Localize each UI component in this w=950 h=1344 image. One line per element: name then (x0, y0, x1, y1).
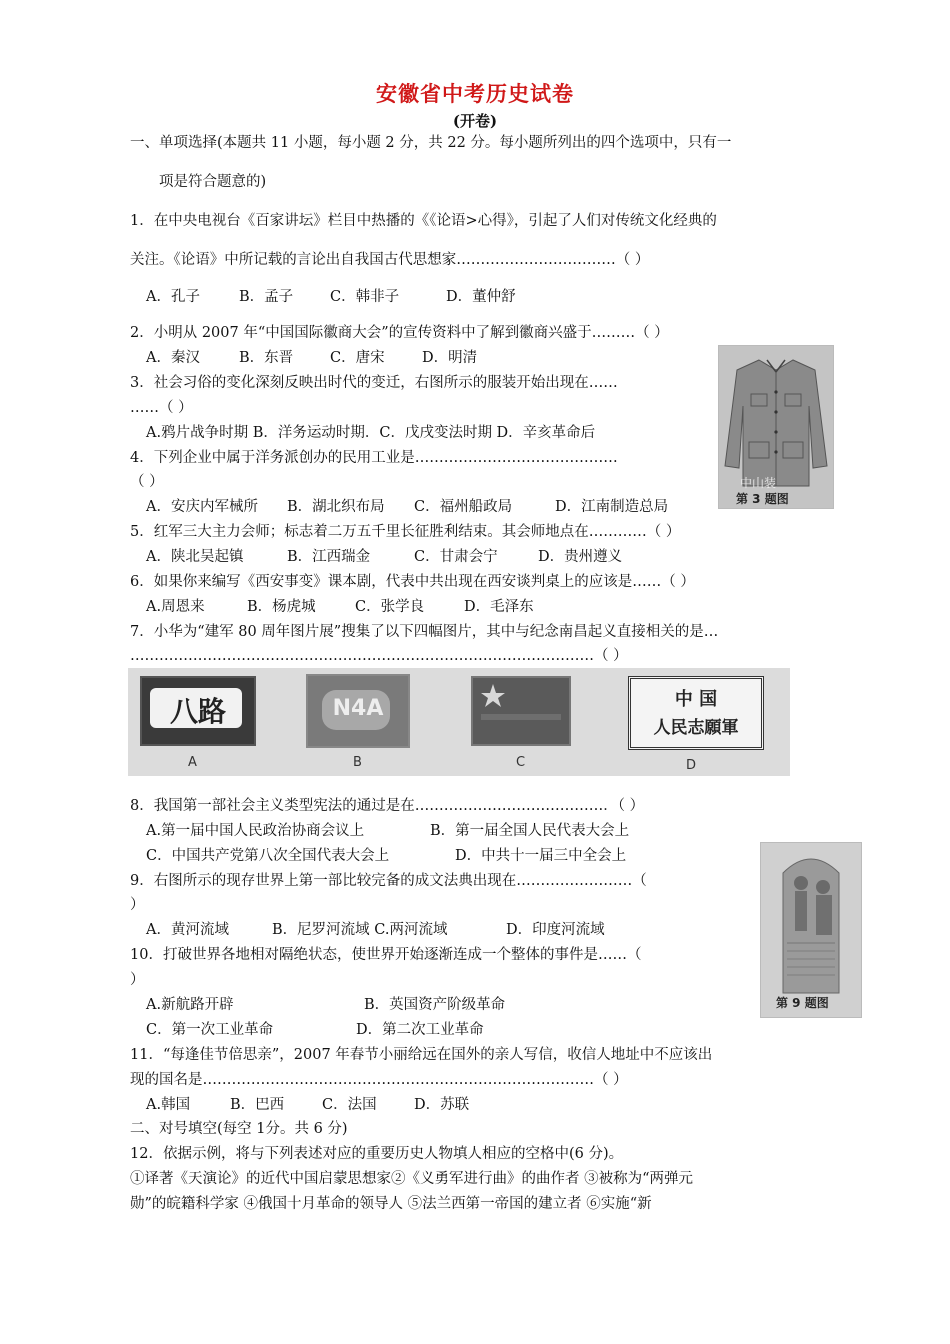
q2-option-b: B．东晋 (239, 350, 294, 366)
q10-stem-cont: ） (130, 972, 145, 988)
q8-option-a: A.第一届中国人民政治协商会议上 (146, 823, 365, 839)
q1-option-c: C．韩非子 (330, 289, 400, 305)
q9-option-b-c: B．尼罗河流域 C.两河流域 (272, 922, 448, 938)
q7-image-d-text1: 中 国 (674, 689, 718, 710)
q7-image-d (628, 676, 764, 750)
q4-option-c: C．福州船政局 (414, 499, 513, 515)
q8-stem: 8．我国第一部社会主义类型宪法的通过是在…………………………………．（ ） (130, 798, 645, 814)
stele-icon (761, 843, 861, 1017)
q2-option-a: A．秦汉 (146, 350, 200, 366)
q3-stem-cont: ……（ ） (130, 400, 193, 416)
q5-option-c: C．甘肃会宁 (414, 549, 498, 565)
q5-option-a: A．陕北吴起镇 (146, 549, 244, 565)
q4-option-a: A．安庆内军械所 (146, 499, 258, 515)
q6-option-a: A.周恩来 (146, 599, 205, 615)
q7-image-a-text: 八路 (169, 695, 226, 728)
q7-label-b: B (353, 755, 362, 770)
q1-option-b: B．孟子 (239, 289, 294, 305)
q12-line3: 勋”的皖籍科学家 ④俄国十月革命的领导人 ⑤法兰西第一帝国的建立者 ⑥实施“新 (130, 1196, 652, 1212)
q7-image-c (471, 676, 571, 746)
q7-stem-cont: ……………………………………………………………………………………（ ） (130, 648, 628, 664)
section1-heading: 一、单项选择(本题共 11 小题，每小题 2 分，共 22 分。每小题所列出的四个选项中，只有一 (130, 135, 732, 151)
page-title: 安徽省中考历史试卷 (376, 81, 574, 106)
q1-stem-cont: 关注。《论语》中所记载的言论出自我国古代思想家……………………………（ ） (130, 252, 650, 268)
q10-option-c: C．第一次工业革命 (146, 1022, 274, 1038)
q11-stem: 11．“每逢佳节倍思亲”，2007 年春节小丽给远在国外的亲人写信，收信人地址中不应该出 (130, 1047, 713, 1063)
q7-stem: 7．小华为“建军 80 周年图片展”搜集了以下四幅图片，其中与纪念南昌起义直接相关的是… (130, 624, 719, 640)
q6-stem: 6．如果你来编写《西安事变》课本剧，代表中共出现在西安谈判桌上的应该是……（ ） (130, 574, 695, 590)
q2-option-d: D．明清 (422, 350, 478, 366)
q1-option-d: D．董仲舒 (446, 289, 516, 305)
q6-option-c: C．张学良 (355, 599, 425, 615)
q10-stem: 10．打破世界各地相对隔绝状态，使世界开始逐渐连成一个整体的事件是……（ (130, 947, 642, 963)
q12-stem: 12．依据示例，将与下列表述对应的重要历史人物填人相应的空格中(6 分)。 (130, 1146, 624, 1162)
q7-label-c: C (516, 755, 526, 770)
q9-option-a: A．黄河流域 (146, 922, 229, 938)
q11-option-c: C．法国 (322, 1097, 377, 1113)
q11-option-b: B．巴西 (230, 1097, 285, 1113)
star-flag-icon (473, 678, 569, 744)
q8-option-b: B．第一届全国人民代表大会上 (430, 823, 630, 839)
q4-stem: 4．下列企业中属于洋务派创办的民用工业是…………………………………… (130, 450, 618, 466)
q5-option-b: B．江西瑞金 (287, 549, 371, 565)
q10-option-a: A.新航路开辟 (146, 997, 234, 1013)
q10-option-b: B．英国资产阶级革命 (364, 997, 506, 1013)
q7-label-d: D (686, 758, 697, 773)
figure-3-inner-label: 中山装 (740, 476, 777, 490)
q3-stem: 3．社会习俗的变化深刻反映出时代的变迁，右图所示的服装开始出现在…… (130, 375, 618, 391)
q11-stem-cont: 现的国名是………………………………………………………………………（ ） (130, 1072, 628, 1088)
q10-option-d: D．第二次工业革命 (356, 1022, 484, 1038)
q4-option-d: D．江南制造总局 (555, 499, 669, 515)
figure-9-caption: 第 9 题图 (776, 996, 829, 1010)
q11-option-d: D．苏联 (414, 1097, 470, 1113)
q9-stem: 9．右图所示的现存世界上第一部比较完备的成文法典出现在……………………（ (130, 873, 647, 889)
q6-option-d: D．毛泽东 (464, 599, 534, 615)
q8-option-d: D．中共十一届三中全会上 (455, 848, 627, 864)
section1-heading-cont: 项是符合题意的) (159, 174, 267, 190)
q6-option-b: B．杨虎城 (247, 599, 316, 615)
q1-option-a: A．孔子 (146, 289, 200, 305)
q4-option-b: B．湖北织布局 (287, 499, 385, 515)
q4-stem-cont: （ ） (130, 474, 164, 490)
q5-stem: 5．红军三大主力会师；标志着二万五千里长征胜利结束。其会师地点在…………（ ） (130, 524, 681, 540)
q7-image-b-text: N4A (332, 696, 384, 721)
q11-option-a: A.韩国 (146, 1097, 191, 1113)
section2-heading: 二、对号填空(每空 1分。共 6 分) (130, 1121, 348, 1137)
q3-options: A.鸦片战争时期 B．洋务运动时期．C．戊戌变法时期 D．辛亥革命后 (146, 425, 596, 441)
q9-option-d: D．印度河流域 (506, 922, 605, 938)
page-subtitle: (开卷) (452, 112, 498, 130)
q7-image-d-text2: 人民志願軍 (653, 718, 739, 738)
q9-stem-cont: ） (130, 897, 145, 913)
q2-option-c: C．唐宋 (330, 350, 385, 366)
q8-option-c: C．中国共产党第八次全国代表大会上 (146, 848, 390, 864)
q7-image-a (140, 676, 256, 746)
q7-label-a: A (188, 755, 197, 770)
q1-stem: 1．在中央电视台《百家讲坛》栏目中热播的《《论语>心得》，引起了人们对传统文化经典的 (130, 213, 717, 229)
figure-9-image (760, 842, 862, 1018)
q2-stem: 2．小明从 2007 年“中国国际徽商大会”的宣传资料中了解到徽商兴盛于………（ ） (130, 325, 669, 341)
q12-line2: ①译著《天演论》的近代中国启蒙思想家②《义勇军进行曲》的曲作者 ③被称为“两弹元 (130, 1171, 694, 1187)
q7-image-b (306, 674, 410, 748)
figure-3-caption: 第 3 题图 (736, 492, 789, 506)
q5-option-d: D．贵州遵义 (538, 549, 623, 565)
